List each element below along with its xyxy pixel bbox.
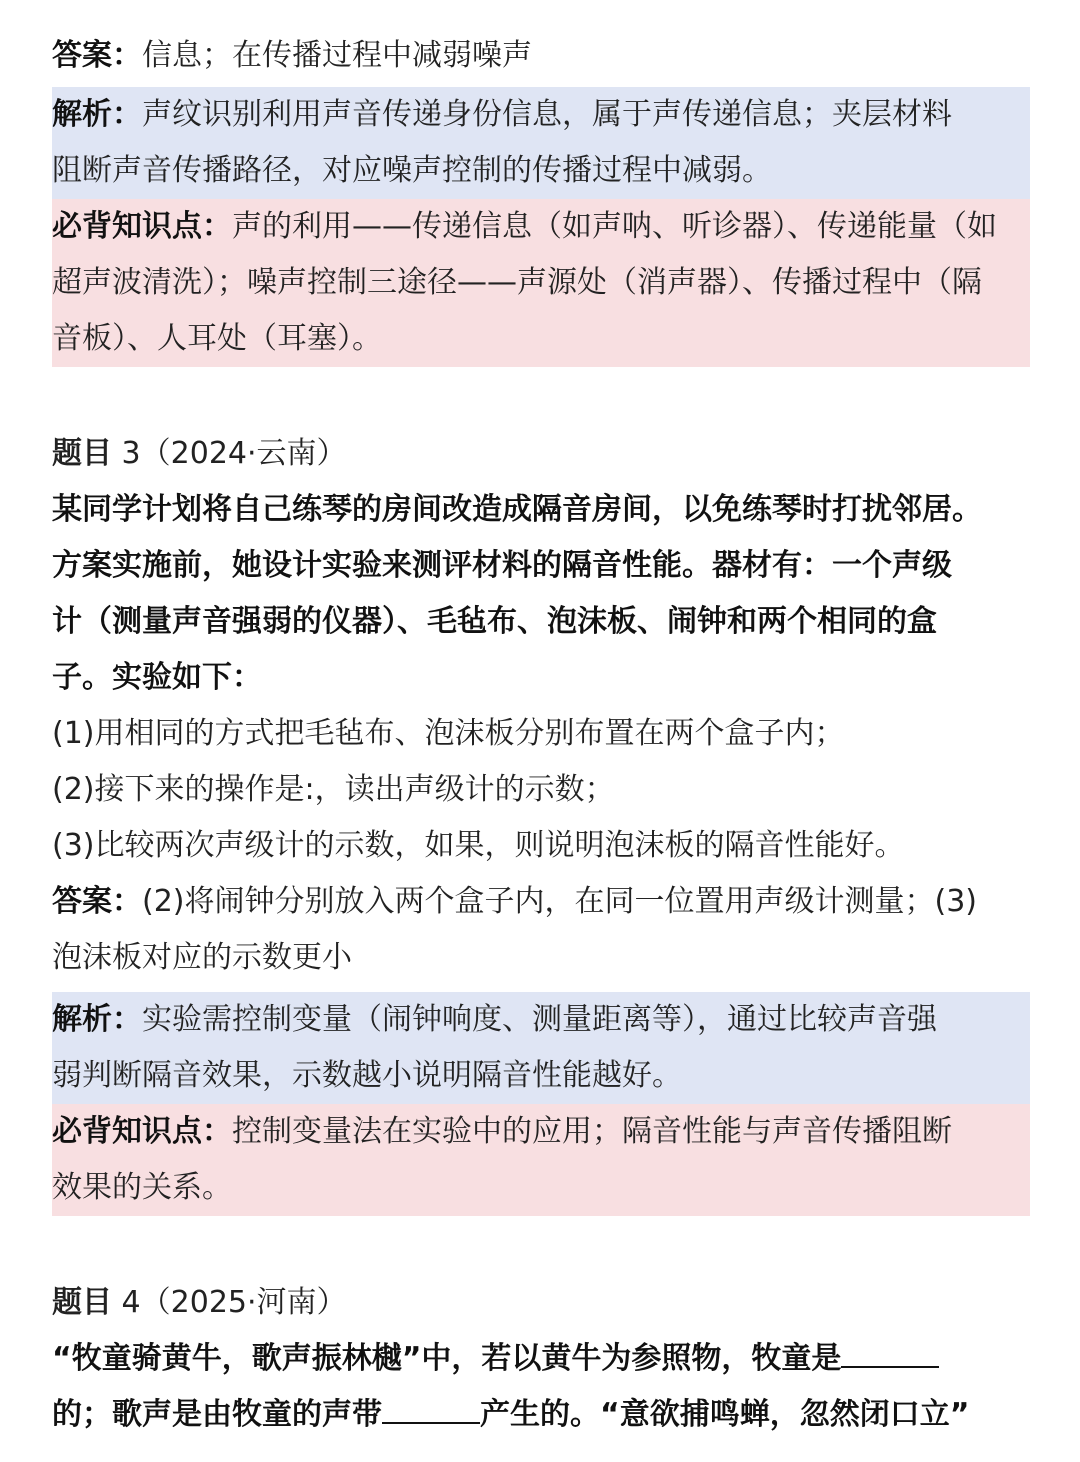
question-source: （2025·河南） (140, 1285, 347, 1320)
question-4-stem-2 (52, 1387, 1030, 1443)
question-4 (52, 1275, 1030, 1443)
question-3-title (52, 426, 1030, 482)
analysis-line-1: 声纹识别利用声音传递身份信息，属于声传递信息；夹层材料 (142, 97, 952, 132)
question-4-stem-1-text: “牧童骑黄牛，歌声振林樾”中，若以黄牛为参照物，牧童是 (52, 1341, 842, 1376)
question-3-analysis-1: 实验需控制变量（闹钟响度、测量距离等），通过比较声音强 (142, 1002, 937, 1037)
knowledge-block-1 (52, 199, 1030, 367)
knowledge-line-1: 声的利用——传递信息（如声呐、听诊器）、传递能量（如 (232, 209, 997, 244)
question-label: 题目 (52, 1285, 112, 1320)
question-3-stem-1: 某同学计划将自己练琴的房间改造成隔音房间，以免练琴时打扰邻居。 (52, 492, 982, 527)
analysis-label: 解析： (52, 1002, 142, 1037)
answer-label: 答案： (52, 884, 142, 919)
analysis-block-3 (52, 992, 1030, 1104)
analysis-label: 解析： (52, 97, 142, 132)
answer-blank[interactable] (841, 1332, 939, 1368)
question-3-analysis-2: 弱判断隔音效果，示数越小说明隔音性能越好。 (52, 1058, 682, 1093)
knowledge-block-3 (52, 1104, 1030, 1216)
analysis-block-1 (52, 87, 1030, 199)
question-3-stem-2: 方案实施前，她设计实验来测评材料的隔音性能。器材有：一个声级 (52, 548, 952, 583)
question-3-stem-3: 计（测量声音强弱的仪器）、毛毡布、泡沫板、闹钟和两个相同的盒 (52, 604, 937, 639)
answer-block-1 (52, 28, 1030, 84)
analysis-line-2: 阻断声音传播路径，对应噪声控制的传播过程中减弱。 (52, 153, 772, 188)
question-label: 题目 (52, 436, 112, 471)
question-source: （2024·云南） (140, 436, 347, 471)
question-3-stem-4: 子。实验如下： (52, 660, 262, 695)
question-number: 4 (121, 1285, 141, 1320)
knowledge-label: 必背知识点： (52, 1114, 232, 1149)
question-3-knowledge-2: 效果的关系。 (52, 1170, 232, 1205)
question-3 (52, 426, 1030, 986)
knowledge-label: 必背知识点： (52, 209, 232, 244)
question-3-answer-2: 泡沫板对应的示数更小 (52, 940, 352, 975)
question-3-step-2: (2)接下来的操作是:，读出声级计的示数； (52, 772, 615, 807)
question-4-title (52, 1275, 1030, 1331)
question-3-step-3: (3)比较两次声级计的示数，如果，则说明泡沫板的隔音性能好。 (52, 828, 905, 863)
knowledge-line-3: 音板）、人耳处（耳塞）。 (52, 321, 382, 356)
answer-text: 信息；在传播过程中减弱噪声 (142, 38, 532, 73)
knowledge-line-2: 超声波清洗）；噪声控制三途径——声源处（消声器）、传播过程中（隔 (52, 265, 982, 300)
answer-blank[interactable] (382, 1388, 480, 1424)
question-number: 3 (121, 436, 141, 471)
question-4-stem-2-text-b: 产生的。“意欲捕鸣蝉，忽然闭口立” (480, 1397, 970, 1432)
question-3-knowledge-1: 控制变量法在实验中的应用；隔音性能与声音传播阻断 (232, 1114, 952, 1149)
question-3-step-1: (1)用相同的方式把毛毡布、泡沫板分别布置在两个盒子内； (52, 716, 845, 751)
answer-label: 答案： (52, 38, 142, 73)
question-4-stem-2-text-a: 的；歌声是由牧童的声带 (52, 1397, 382, 1432)
question-3-answer-1: (2)将闹钟分别放入两个盒子内，在同一位置用声级计测量；(3) (142, 884, 977, 919)
question-4-stem-1 (52, 1331, 1030, 1387)
